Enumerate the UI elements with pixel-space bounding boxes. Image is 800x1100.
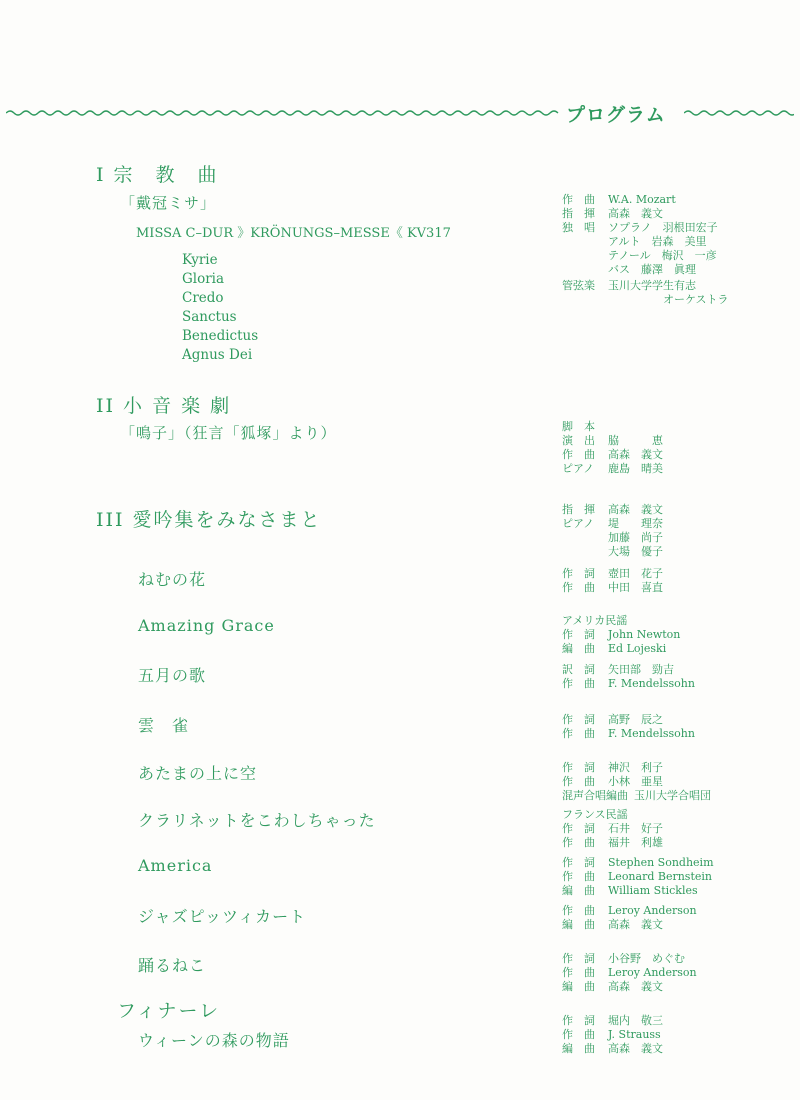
movement-item: Kyrie (182, 252, 218, 268)
section1-title: I 宗 教 曲 (96, 164, 219, 186)
movement-item: Credo (182, 290, 224, 306)
song-credits (562, 567, 663, 595)
song-credits (562, 663, 695, 691)
credit-role: 作 曲 (562, 836, 595, 849)
credit-name: ソプラノ 羽根田宏子 (608, 221, 718, 234)
credit-name: 高森 義文 (608, 918, 663, 931)
credit-role: 編 曲 (562, 918, 595, 931)
credit-name: J. Strauss (608, 1028, 661, 1041)
credit-name: 玉川大学合唱団 (634, 789, 711, 802)
movement-item: Agnus Dei (182, 347, 253, 363)
credit-role: 作 詞 (562, 761, 595, 774)
credit-name: 堀内 敬三 (608, 1014, 663, 1027)
song-title: 踊るねこ (138, 956, 207, 975)
credit-name: 小林 亜星 (608, 775, 663, 788)
credit-name: 福井 利雄 (608, 836, 663, 849)
credit-name: 脇 恵 (608, 434, 663, 447)
song-title: ジャズピッツィカート (138, 907, 307, 926)
credit-name: F. Mendelssohn (608, 677, 695, 690)
song-credits (562, 856, 714, 898)
credit-name: 矢田部 勁吉 (608, 663, 674, 676)
song-credits (562, 614, 680, 656)
credit-name: John Newton (608, 628, 681, 641)
song-title: Amazing Grace (138, 616, 275, 635)
credit-role: 作 曲 (562, 775, 595, 788)
credit-role: 独 唱 (562, 221, 595, 234)
movement-item: Sanctus (182, 309, 237, 325)
credit-role: 訳 詞 (562, 663, 595, 676)
section1-subtitle: 「戴冠ミサ」 (120, 194, 217, 212)
credit-role: 作 曲 (562, 581, 595, 594)
credit-role: 作 曲 (562, 448, 595, 461)
credit-role: 作 曲 (562, 727, 595, 740)
credit-role: 作 曲 (562, 193, 595, 206)
credit-role: アメリカ民謡 (562, 614, 628, 627)
finale-title: フィナーレ (117, 1000, 221, 1022)
credit-role: 指 揮 (562, 503, 595, 516)
credit-role: 作 曲 (562, 870, 595, 883)
credit-name: 高森 義文 (608, 1042, 663, 1055)
header-wave-left (6, 108, 562, 118)
section3-title: III 愛吟集をみなさまと (96, 509, 322, 531)
movement-item: Gloria (182, 271, 225, 287)
section2-title: II 小 音 楽 劇 (96, 395, 232, 417)
section3-credits (562, 503, 663, 559)
credit-role: 編 曲 (562, 1042, 595, 1055)
song-title: 五月の歌 (138, 666, 207, 685)
credit-role: 脚 本 (562, 420, 595, 433)
credit-name: 大場 優子 (608, 545, 663, 558)
credit-name: アルト 岩森 美里 (608, 235, 707, 248)
credit-name: 玉川大学学生有志 (608, 279, 696, 292)
credit-role: 編 曲 (562, 884, 595, 897)
credit-role: ピアノ (562, 462, 595, 475)
page-title: プログラム (566, 104, 666, 126)
credit-role: 作 詞 (562, 567, 595, 580)
song-credits (562, 761, 711, 803)
header-wave-right (684, 108, 794, 118)
credit-name: オーケストラ (608, 293, 729, 306)
song-title: America (138, 856, 213, 875)
credit-name: W.A. Mozart (608, 193, 676, 206)
section1-credits (562, 193, 729, 307)
song-title: あたまの上に空 (138, 764, 258, 783)
section1-work: MISSA C–DUR 》KRÖNUNGS–MESSE《 KV317 (136, 226, 451, 241)
credit-role: 編 曲 (562, 980, 595, 993)
credit-name: 高森 義文 (608, 503, 663, 516)
credit-role: ピアノ (562, 517, 595, 530)
movement-item: Benedictus (182, 328, 259, 344)
credit-role: 作 曲 (562, 1028, 595, 1041)
credit-name: 高野 辰之 (608, 713, 663, 726)
credit-role: 作 詞 (562, 856, 595, 869)
song-title: クラリネットをこわしちゃった (138, 811, 376, 830)
credit-name: 壺田 花子 (608, 567, 663, 580)
credit-name: Stephen Sondheim (608, 856, 714, 869)
credit-role: 作 曲 (562, 904, 595, 917)
credit-name: F. Mendelssohn (608, 727, 695, 740)
credit-name: Leroy Anderson (608, 966, 697, 979)
credit-name: 石井 好子 (608, 822, 663, 835)
credit-role: 指 揮 (562, 207, 595, 220)
credit-name: William Stickles (608, 884, 698, 897)
credit-role: 作 曲 (562, 966, 595, 979)
credit-role: フランス民謡 (562, 808, 628, 821)
credit-role: 編 曲 (562, 642, 595, 655)
credit-name: 高森 義文 (608, 207, 663, 220)
credit-role: 作 詞 (562, 1014, 595, 1027)
song-credits (562, 713, 695, 741)
credit-name: 高森 義文 (608, 448, 663, 461)
finale-credits (562, 1014, 663, 1056)
credit-name: 鹿島 晴美 (608, 462, 663, 475)
credit-role: 作 詞 (562, 822, 595, 835)
credit-role: 作 詞 (562, 952, 595, 965)
credit-name: 小谷野 めぐむ (608, 952, 685, 965)
credit-name: 堤 理奈 (608, 517, 663, 530)
credit-name: 高森 義文 (608, 980, 663, 993)
song-credits (562, 952, 697, 994)
credit-name: バス 藤澤 眞理 (608, 263, 696, 276)
credit-name: 中田 喜直 (608, 581, 663, 594)
credit-role: 演 出 (562, 434, 595, 447)
credit-role: 混声合唱編曲 (562, 789, 628, 802)
finale-subtitle: ウィーンの森の物語 (138, 1031, 290, 1050)
credit-role: 作 曲 (562, 677, 595, 690)
section2-subtitle: 「鳴子」（狂言「狐塚」より） (120, 424, 337, 442)
credit-name: 加藤 尚子 (608, 531, 663, 544)
credit-name: Leonard Bernstein (608, 870, 712, 883)
song-credits (562, 808, 663, 850)
song-title: 雲 雀 (138, 716, 190, 735)
section2-credits (562, 420, 663, 476)
credit-role: 管弦楽 (562, 279, 595, 292)
credit-name: テノール 梅沢 一彦 (608, 249, 717, 262)
section1-movements (182, 251, 258, 365)
credit-name: Leroy Anderson (608, 904, 697, 917)
credit-name: 神沢 利子 (608, 761, 663, 774)
credit-role: 作 詞 (562, 628, 595, 641)
credit-role: 作 詞 (562, 713, 595, 726)
song-credits (562, 904, 697, 932)
song-title: ねむの花 (138, 570, 207, 589)
credit-name: Ed Lojeski (608, 642, 667, 655)
